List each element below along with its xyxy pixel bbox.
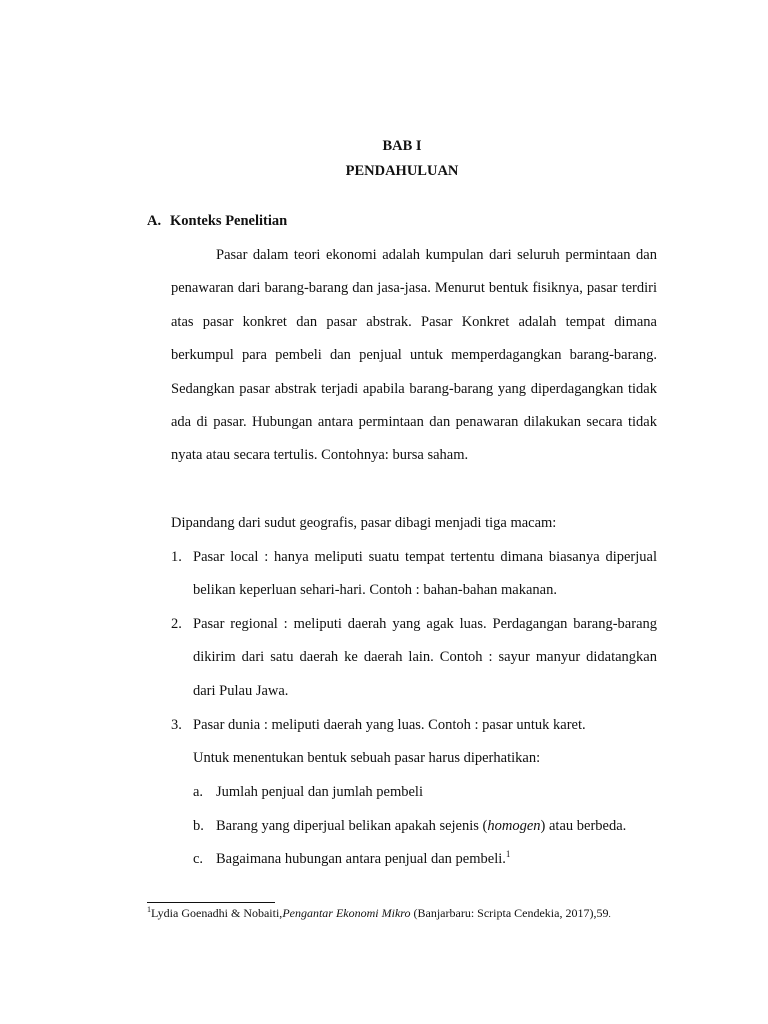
sub-list-item-text: Jumlah penjual dan jumlah pembeli: [216, 784, 423, 800]
chapter-number: BAB I: [382, 138, 422, 154]
sub-list-marker: b.: [193, 818, 204, 834]
sub-list-item: [193, 843, 510, 876]
chapter-title: PENDAHULUAN: [345, 163, 459, 179]
list-item: [171, 709, 657, 742]
list-item-text: Pasar regional : meliputi daerah yang agak luas. Perdagangan barang-barang dikirim dari satu daerah ke daerah lain. Contoh : sayur manyur didatangkan dari Pulau Jawa.: [193, 616, 657, 699]
list-marker: 3.: [171, 717, 182, 733]
sub-list-marker: a.: [193, 784, 204, 800]
list-marker: 1.: [171, 549, 182, 565]
sub-list-item-text: Bagaimana hubungan antara penjual dan pembeli.: [216, 851, 506, 867]
list-item-text: Pasar local : hanya meliputi suatu tempat tertentu dimana biasanya diperjual belikan keperluan sehari-hari. Contoh : bahan-bahan makanan.: [193, 549, 657, 599]
list-marker: 2.: [171, 616, 182, 632]
list-item: [171, 608, 657, 708]
paragraph-market-definition: Pasar dalam teori ekonomi adalah kumpulan dari seluruh permintaan dan penawaran dari barang-barang dan jasa-jasa. Menurut bentuk fisiknya, pasar terdiri atas pasar konkret dan pasar abstrak. Pasar Konkret adalah tempat dimana berkumpul para pembeli dan penjual untuk memperdagangkan barang-barang. Sedangkan pasar abstrak terjadi apabila barang-barang yang diperdagangkan tidak ada di pasar. Hubungan antara permintaan dan penawaran dilakukan secara tidak nyata atau secara tertulis. Contohnya: bursa saham.: [171, 247, 657, 464]
criteria-lead-line: Untuk menentukan bentuk sebuah pasar harus diperhatikan:: [193, 750, 541, 766]
footnote-number: 1: [147, 905, 151, 914]
footnote-reference[interactable]: 1: [505, 849, 511, 860]
sub-list-marker: c.: [193, 851, 204, 867]
footnote-author: Lydia Goenadhi & Nobaiti,: [151, 906, 283, 920]
section-letter: A.: [147, 213, 162, 229]
footnote: [147, 906, 611, 921]
emphasis-term: homogen: [487, 818, 541, 834]
footnote-details: (Banjarbaru: Scripta Cendekia, 2017),59: [410, 906, 609, 920]
list-item: [171, 541, 657, 608]
footnote-trailing: .: [608, 909, 611, 919]
list-item-text: Pasar dunia : meliputi daerah yang luas. Contoh : pasar untuk karet.: [193, 717, 586, 733]
sub-list-item-text: Barang yang diperjual belikan apakah sejenis (: [216, 818, 488, 834]
section-heading: [147, 213, 287, 229]
sub-list-item-text-end: ) atau berbeda.: [540, 818, 627, 834]
footnote-book-title: Pengantar Ekonomi Mikro: [282, 906, 411, 920]
section-title: Konteks Penelitian: [170, 213, 288, 229]
sub-list-item: [193, 776, 423, 809]
paragraph-geographic-intro: Dipandang dari sudut geografis, pasar dibagi menjadi tiga macam:: [171, 515, 557, 531]
footnote-separator: [147, 902, 275, 903]
sub-list-item: [193, 810, 626, 843]
